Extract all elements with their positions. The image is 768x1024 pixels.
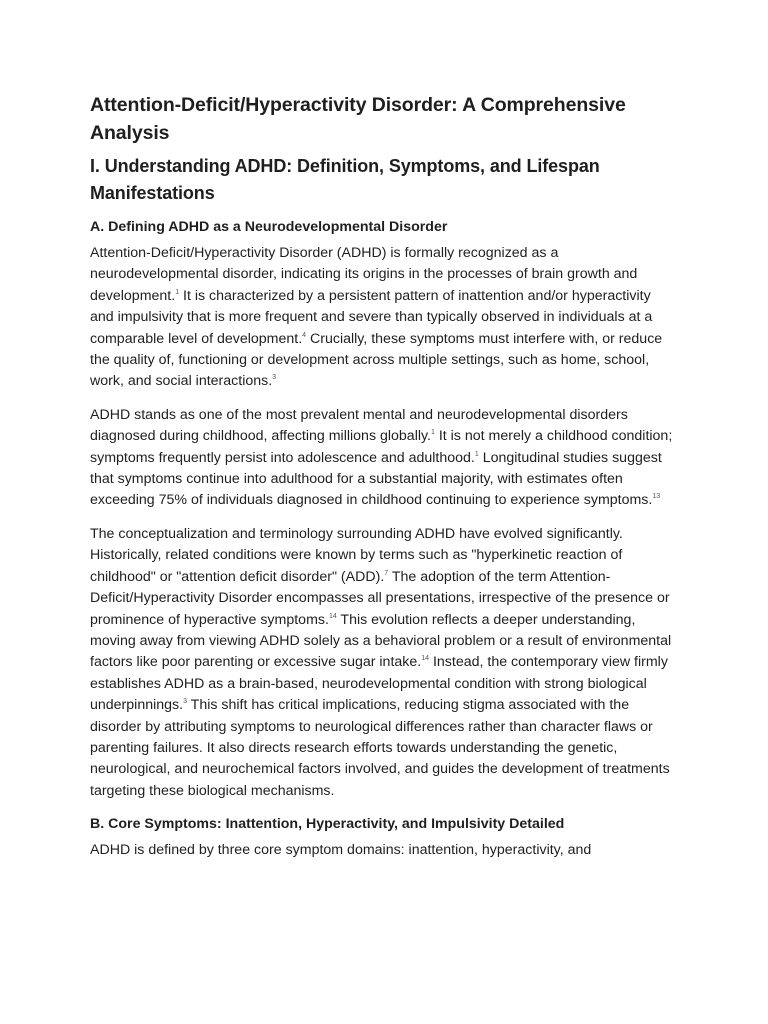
paragraph-text: Longitudinal studies suggest that symptoms continue into adulthood for a substantial majority, with estimates often exceeding 75% of individuals diagnosed in childhood continuing to experience symptoms.: [90, 449, 662, 509]
citation-marker: 13: [652, 493, 661, 501]
citation-marker: 3: [183, 698, 187, 706]
citation-marker: 1: [430, 429, 435, 437]
paragraph-text: This shift has critical implications, reducing stigma associated with the disorder by attributing symptoms to neurological differences rather than character flaws or parenting failures. It also directs research efforts towards understanding the genetic, neurological, and neurochemical factors involved, and guides the development of treatments targeting these biological mechanisms.: [90, 697, 670, 799]
paragraph-text: The adoption of the term Attention-Deficit/Hyperactivity Disorder encompasses all presentations, irrespective of the presence or prominence of hyperactive symptoms.: [90, 568, 670, 628]
paragraph-terminology: [90, 524, 678, 802]
paragraph-text: The conceptualization and terminology surrounding ADHD have evolved significantly. Historically, related conditions were known by terms such as "hyperkinetic reaction of childhood" or "attention deficit disorder" (ADD).: [90, 525, 623, 585]
document-title: Attention-Deficit/Hyperactivity Disorder: A Comprehensive Analysis: [90, 94, 626, 144]
citation-marker: 1: [175, 288, 180, 296]
subsection-heading-b: B. Core Symptoms: Inattention, Hyperactivity, and Impulsivity Detailed: [90, 816, 565, 833]
citation-marker: 7: [384, 569, 389, 577]
citation-marker: 1: [474, 450, 479, 458]
citation-marker: 3: [272, 374, 277, 382]
paragraph-defining-adhd: [90, 243, 678, 393]
paragraph-text: Instead, the contemporary view firmly establishes ADHD as a brain-based, neurodevelopmental condition with strong biological underpinnings.: [90, 654, 668, 714]
paragraph-text: This evolution reflects a deeper understanding, moving away from viewing ADHD solely as a behavioral problem or a result of environmental factors like poor parenting or excessive sugar intake.: [90, 611, 672, 671]
citation-marker: 14: [328, 612, 337, 620]
citation-marker: 4: [302, 331, 307, 339]
subsection-heading-a: A. Defining ADHD as a Neurodevelopmental Disorder: [90, 219, 448, 235]
paragraph-text: Attention-Deficit/Hyperactivity Disorder (ADHD) is formally recognized as a neurodevelopmental disorder, indicating its origins in the processes of brain growth and development.: [90, 245, 638, 304]
citation-marker: 14: [421, 655, 430, 663]
paragraph-text: Crucially, these symptoms must interfere with, or reduce the quality of, functioning or development across multiple settings, such as home, school, work, and social interactions.: [90, 330, 663, 390]
paragraph-text: It is characterized by a persistent pattern of inattention and/or hyperactivity and impulsivity that is more frequent and severe than typically observed in individuals at a comparable level of development.: [90, 287, 653, 347]
paragraph-text: ADHD stands as one of the most prevalent mental and neurodevelopmental disorders diagnosed during childhood, affecting millions globally.: [90, 406, 628, 445]
paragraph-prevalence: [90, 405, 678, 512]
section-heading: I. Understanding ADHD: Definition, Symptoms, and Lifespan Manifestations: [90, 156, 600, 203]
paragraph-text: It is not merely a childhood condition; symptoms frequently persist into adolescence and adulthood.: [90, 428, 673, 466]
paragraph-core-symptoms: ADHD is defined by three core symptom domains: inattention, hyperactivity, and: [90, 842, 592, 859]
